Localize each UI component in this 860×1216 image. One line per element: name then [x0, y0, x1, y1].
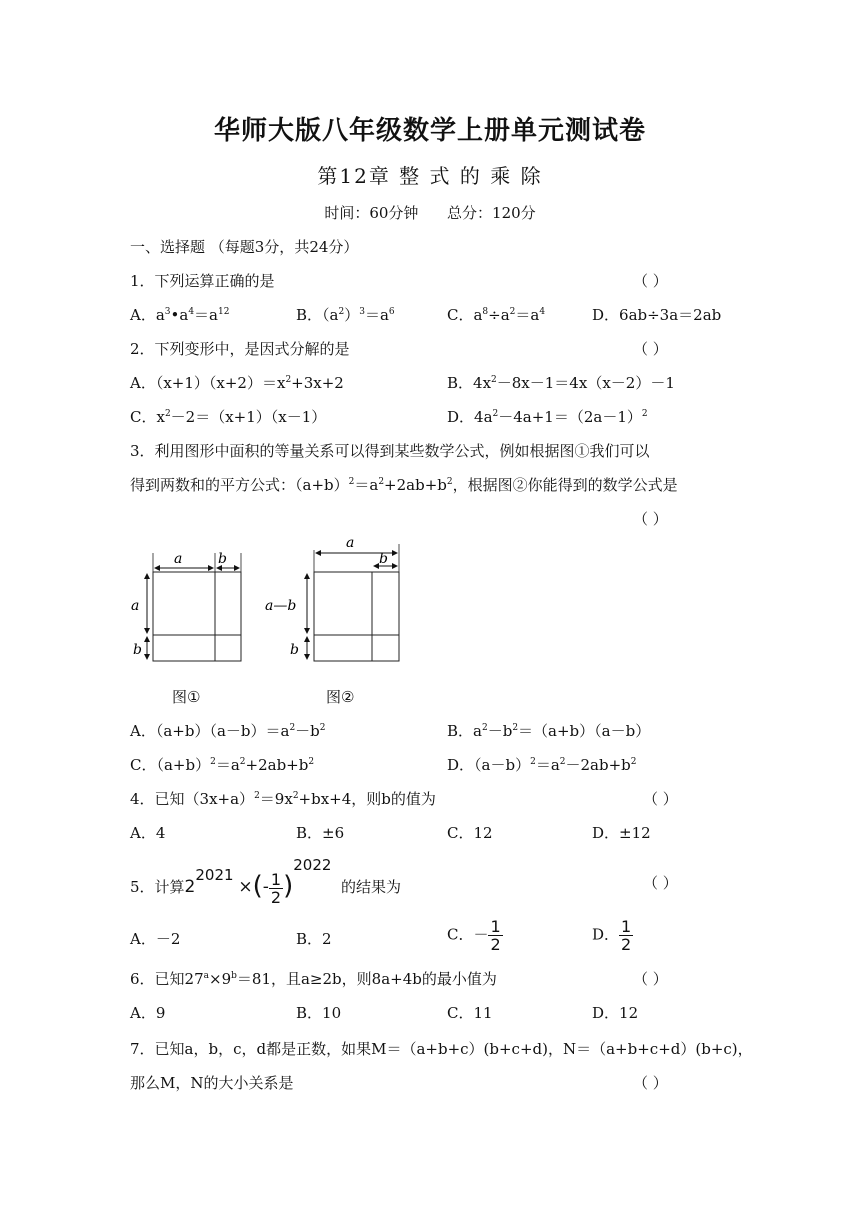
q2-stem: 2．下列变形中，是因式分解的是: [130, 340, 350, 358]
q7-stem-line1: 7．已知a，b，c，d都是正数，如果M＝（a+b+c）(b+c+d)，N＝（a+b+c+d）(b+c)，: [130, 1040, 753, 1058]
q7-stem-line2: 那么M，N的大小关系是: [130, 1074, 294, 1092]
q3-option-d: D．$(a-b)^2=a^2-2ab+b^2$: [447, 756, 637, 774]
q6-option-b: B．10: [296, 1004, 342, 1022]
chapter-subtitle: 第12章 整 式 的 乘 除: [317, 164, 543, 188]
q1-option-b: B．$(a^2)^3=a^6$: [296, 306, 395, 324]
q5-option-c: C．－ $\frac{1}{2}$: [447, 917, 501, 954]
q3-option-c: C．$(a+b)^2=a^2+2ab+b^2$: [130, 756, 315, 774]
q3-answer-blank: （ ）: [633, 510, 668, 528]
fig2-label-b-side: b: [290, 642, 299, 658]
q2-option-c: C．$x^2-2=(x+1)(x-1)$: [130, 408, 327, 426]
q4-option-b: B．±6: [296, 824, 345, 842]
q1-answer-blank: （ ）: [633, 272, 668, 290]
q6-stem: 6．已知$27^a\times 9^b=81$，且a≥2b，则8a+4b的最小值为: [130, 970, 497, 988]
q4-answer-blank: （ ）: [643, 790, 678, 808]
q4-option-d: D．±12: [592, 824, 651, 842]
fig2-caption: 图②: [326, 688, 355, 706]
q1-stem: 1．下列运算正确的是: [130, 272, 275, 290]
fig1-label-b-side: b: [133, 642, 142, 658]
q7-answer-blank: （ ）: [633, 1074, 668, 1092]
fig1-label-b: b: [218, 551, 227, 567]
q5-answer-blank: （ ）: [643, 874, 678, 892]
q4-stem: 4．已知$(3x+a)^2=9x^2+bx+4$，则b的值为: [130, 790, 436, 808]
page-title: 华师大版八年级数学上册单元测试卷: [213, 116, 646, 146]
q6-option-c: C．11: [447, 1004, 493, 1022]
q5-option-d: D． $\frac{1}{2}$: [592, 917, 632, 954]
q6-answer-blank: （ ）: [633, 970, 668, 988]
q2-option-a: A．$(x+1)(x+2)=x^2+3x+2$: [130, 374, 344, 392]
q5-stem: 5．计算22021 ×(- $\frac{1}{2}$ )2022 的结果为: [130, 856, 401, 907]
q6-option-a: A．9: [130, 1004, 166, 1022]
q5-fraction: $\frac{1}{2}$: [270, 869, 282, 907]
figure-1: [126, 542, 250, 668]
q4-option-c: C．12: [447, 824, 493, 842]
q3-stem-line2: 得到两数和的平方公式：$(a+b)^2=a^2+2ab+b^2$，根据图②你能得到的数学公式是: [130, 476, 678, 494]
fig2-label-a-minus-b: a—b: [265, 598, 297, 614]
q2-answer-blank: （ ）: [633, 340, 668, 358]
q6-option-d: D．12: [592, 1004, 639, 1022]
q3-option-b: B．$a^2-b^2=(a+b)(a-b)$: [447, 722, 651, 740]
q3-stem-line1: 3．利用图形中面积的等量关系可以得到某些数学公式，例如根据图①我们可以: [130, 442, 650, 460]
fig1-label-a-side: a: [131, 598, 140, 614]
fig2-label-a: a: [346, 535, 355, 551]
exam-info: [0, 202, 860, 223]
q1-option-d: D．6ab÷3a＝2ab: [592, 306, 722, 324]
q2-option-d: D．$4a^2-4a+1=(2a-1)^2$: [447, 408, 648, 426]
q5-option-a: A．－2: [130, 930, 181, 948]
q1-option-a: A．$a^3•a^4=a^{12}$: [130, 306, 230, 324]
q3-option-a: A．$(a+b)(a-b)=a^2-b^2$: [130, 722, 326, 740]
section-heading: 一、选择题 （每题3分，共24分）: [130, 238, 359, 256]
fig1-caption: 图①: [172, 688, 201, 706]
figure-2: [262, 530, 402, 668]
fig1-label-a: a: [174, 551, 183, 567]
q2-option-b: B．$4x^2-8x-1=4x(x-2)-1$: [447, 374, 675, 392]
total-score: 总分：120分: [447, 204, 536, 222]
q4-option-a: A．4: [130, 824, 166, 842]
q1-option-c: C．$a^8\div a^2=a^4$: [447, 306, 546, 324]
q5-option-b: B．2: [296, 930, 332, 948]
fig2-label-b: b: [379, 551, 388, 567]
time-limit: 时间：60分钟: [324, 204, 419, 222]
